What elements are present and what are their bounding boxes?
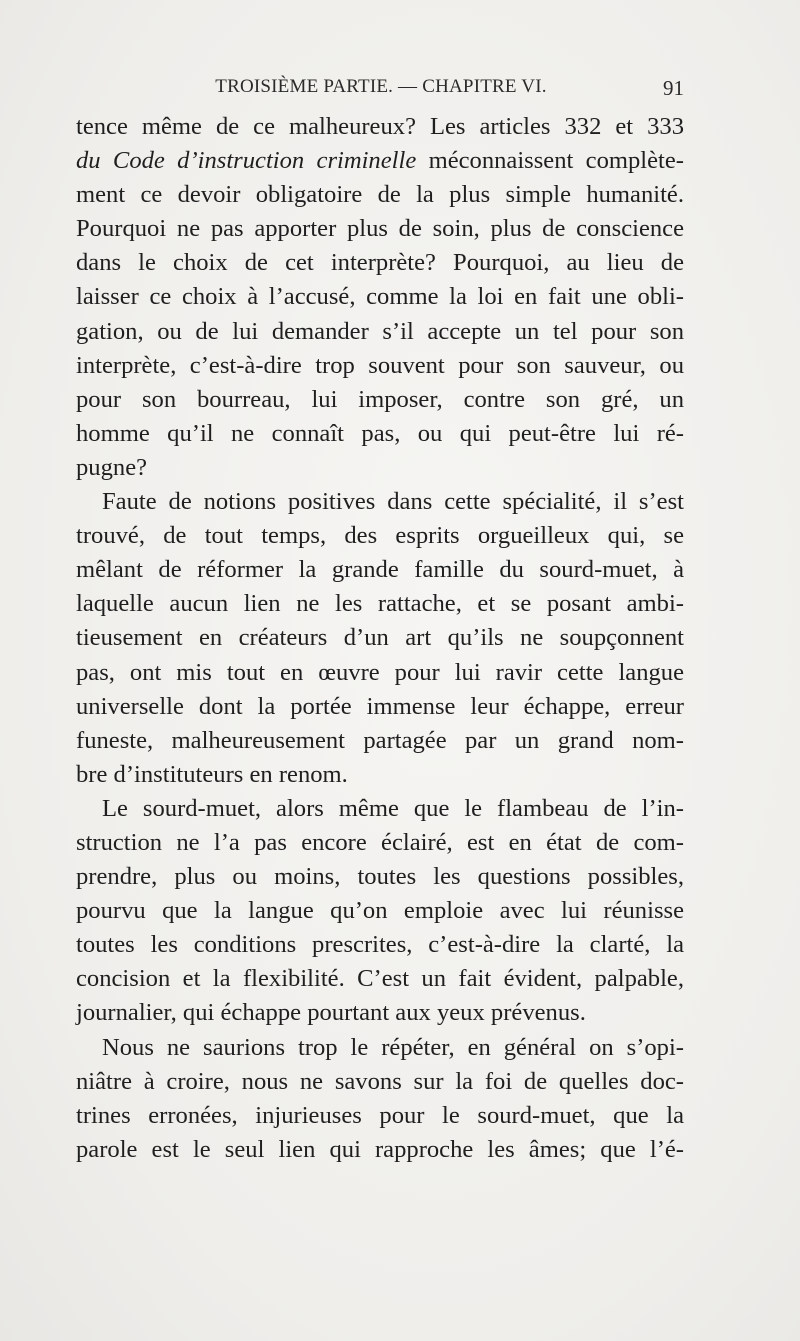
text-line: trouvé, de tout temps, des esprits orgueilleux qui, se <box>76 522 684 550</box>
text-line: pugne? <box>76 453 148 481</box>
text-line: pas, ont mis tout en œuvre pour lui ravir cette langue <box>76 658 684 686</box>
text-line: niâtre à croire, nous ne savons sur la foi de quelles doc- <box>76 1067 684 1095</box>
text-line: Pourquoi ne pas apporter plus de soin, plus de conscience <box>76 215 684 243</box>
text-line: interprète, c’est-à-dire trop souvent pour son sauveur, ou <box>76 351 684 379</box>
text-line: funeste, malheureusement partagée par un grand nom- <box>76 726 684 754</box>
text-line: Nous ne saurions trop le répéter, en général on s’opi- <box>102 1033 684 1061</box>
text-line: gation, ou de lui demander s’il accepte un tel pour son <box>76 317 684 345</box>
text-line: toutes les conditions prescrites, c’est-à-dire la clarté, la <box>76 931 684 959</box>
text-line: Faute de notions positives dans cette spécialité, il s’est <box>102 488 684 516</box>
text-line: tence même de ce malheureux? Les articles 332 et 333 <box>76 113 684 140</box>
text-line-rest: méconnaissent complète- <box>428 147 684 175</box>
text-line: pourvu que la langue qu’on emploie avec lui réunisse <box>76 897 684 925</box>
body-text <box>76 110 684 1167</box>
text-line: mêlant de réformer la grande famille du sourd-muet, à <box>76 556 684 584</box>
text-line: concision et la flexibilité. C’est un fait évident, palpable, <box>76 965 684 993</box>
text-line: bre d’instituteurs en renom. <box>76 760 348 788</box>
text-line: laisser ce choix à l’accusé, comme la loi en fait une obli- <box>76 283 684 311</box>
code-title: du Code d’instruction criminelle <box>76 147 417 175</box>
page-header <box>78 76 684 102</box>
text-line: dans le choix de cet interprète? Pourquoi, au lieu de <box>76 249 684 277</box>
page-number: 91 <box>663 76 684 100</box>
text-line <box>76 144 684 178</box>
text-line: tieusement en créateurs d’un art qu’ils ne soupçonnent <box>76 624 684 652</box>
text-line: laquelle aucun lien ne les rattache, et se posant ambi- <box>76 590 684 618</box>
text-line: universelle dont la portée immense leur échappe, erreur <box>76 692 684 720</box>
text-line: pour son bourreau, lui imposer, contre son gré, un <box>76 385 684 413</box>
text-line: Le sourd-muet, alors même que le flambeau de l’in- <box>102 794 684 822</box>
text-line: homme qu’il ne connaît pas, ou qui peut-être lui ré- <box>76 419 684 447</box>
running-head: TROISIÈME PARTIE. — CHAPITRE VI. <box>215 76 547 97</box>
text-line: ment ce devoir obligatoire de la plus simple humanité. <box>76 181 684 209</box>
text-line: prendre, plus ou moins, toutes les questions possibles, <box>76 863 684 891</box>
text-line: trines erronées, injurieuses pour le sourd-muet, que la <box>76 1101 684 1129</box>
text-line: parole est le seul lien qui rapproche les âmes; que l’é- <box>76 1135 684 1163</box>
text-line: struction ne l’a pas encore éclairé, est en état de com- <box>76 828 684 856</box>
text-line: journalier, qui échappe pourtant aux yeux prévenus. <box>76 999 586 1027</box>
